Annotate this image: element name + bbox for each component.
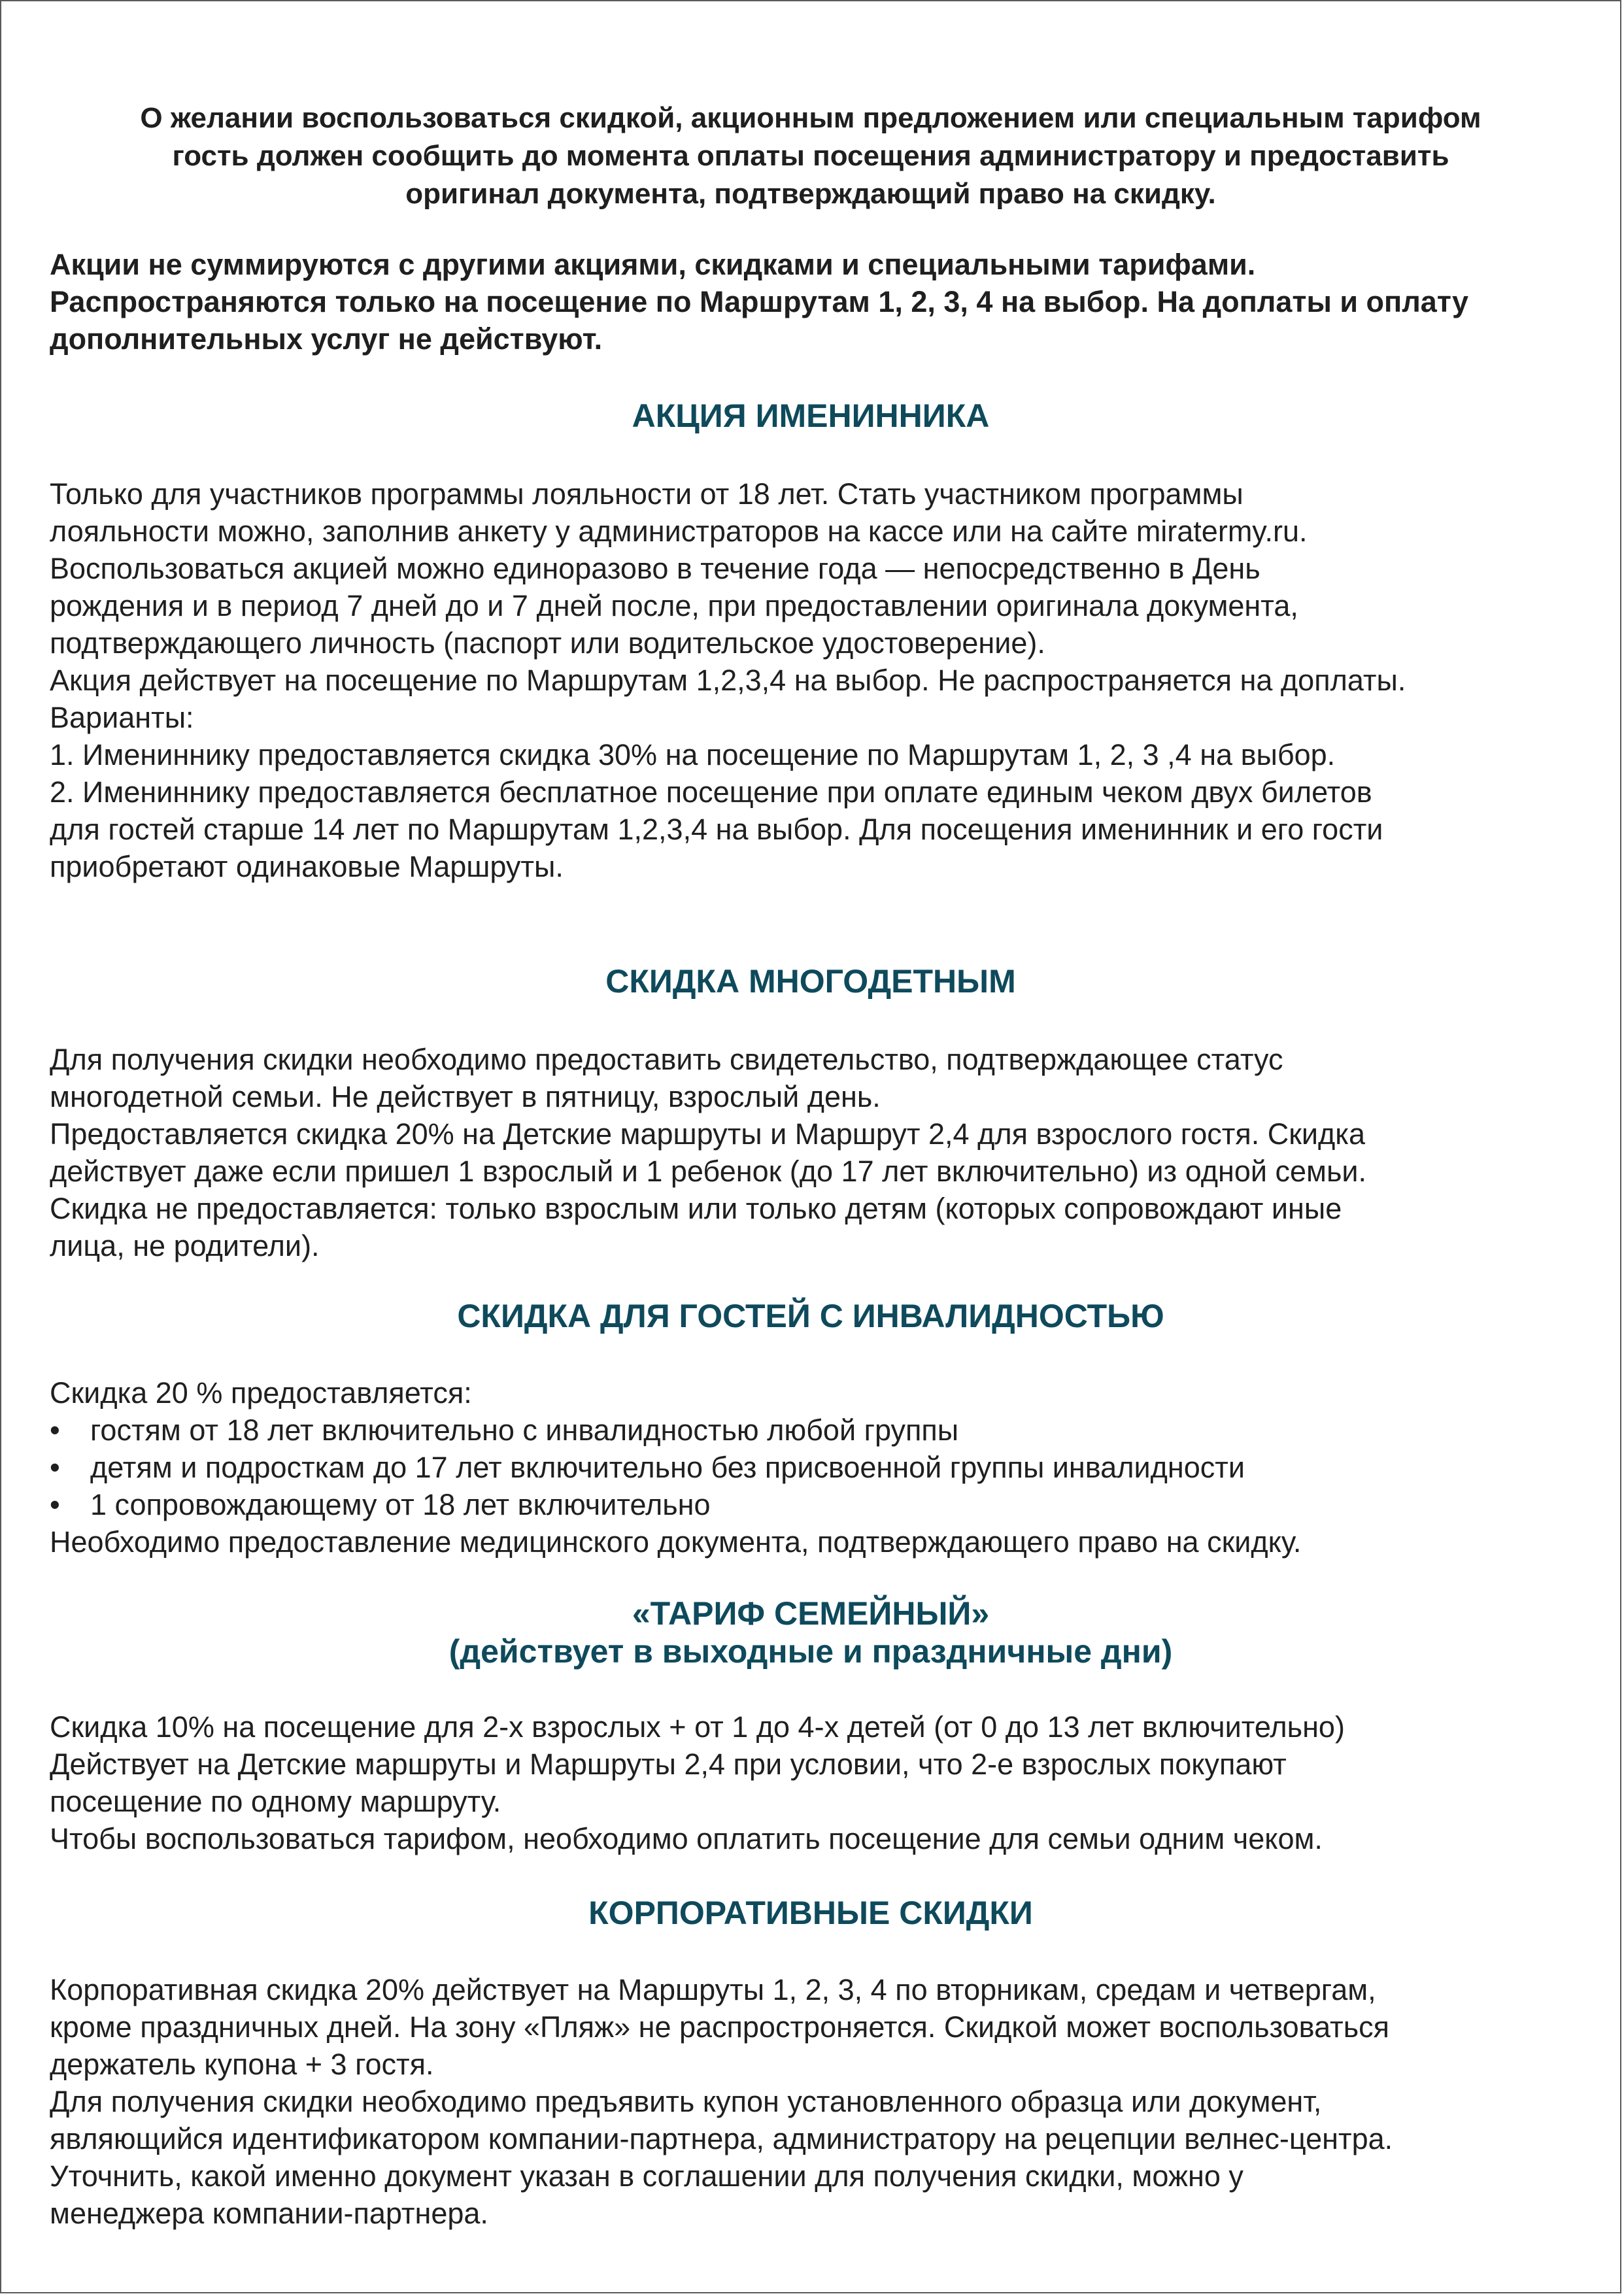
birthday-section (50, 397, 1572, 885)
large-family-line: Для получения скидки необходимо предоставить свидетельство, подтверждающее статус (50, 1043, 1283, 1076)
birthday-line: подтверждающего личность (паспорт или водительское удостоверение). (50, 626, 1045, 660)
document-content (50, 99, 1572, 2232)
birthday-line: 1. Имениннику предоставляется скидка 30% на посещение по Маршрутам 1, 2, 3 ,4 на выбор. (50, 738, 1336, 771)
bullet-icon: • (50, 1488, 60, 1521)
intro-line: гость должен сообщить до момента оплаты посещения администратору и предоставить (172, 140, 1449, 172)
corporate-section (50, 1894, 1572, 2232)
corporate-line: кроме праздничных дней. На зону «Пляж» не распростроняется. Скидкой может воспользоваться (50, 2010, 1390, 2044)
large-family-line: многодетной семьи. Не действует в пятницу, взрослый день. (50, 1080, 881, 1113)
large-family-line: Предоставляется скидка 20% на Детские маршруты и Маршрут 2,4 для взрослого гостя. Скидка (50, 1117, 1366, 1151)
list-item-text: 1 сопровождающему от 18 лет включительно (90, 1488, 711, 1521)
birthday-line: лояльности можно, заполнив анкету у администраторов на кассе или на сайте miratermy.ru. (50, 515, 1308, 548)
disability-tail: Необходимо предоставление медицинского документа, подтверждающего право на скидку. (50, 1525, 1302, 1559)
corporate-title: КОРПОРАТИВНЫЕ СКИДКИ (588, 1895, 1033, 1931)
large-family-line: действует даже если пришел 1 взрослый и 1 ребенок (до 17 лет включительно) из одной семьи. (50, 1155, 1367, 1188)
large-family-section (50, 962, 1572, 1264)
intro-line: оригинал документа, подтверждающий право на скидку. (405, 178, 1216, 210)
birthday-line: 2. Имениннику предоставляется бесплатное посещение при оплате единым чеком двух билетов (50, 775, 1372, 809)
disability-lead: Скидка 20 % предоставляется: (50, 1376, 472, 1410)
disability-section (50, 1297, 1572, 1561)
family-tariff-line: Скидка 10% на посещение для 2-х взрослых + от 1 до 4-х детей (от 0 до 13 лет включительно) (50, 1710, 1345, 1744)
intro-block (50, 99, 1572, 213)
large-family-line: Скидка не предоставляется: только взрослым или только детям (которых сопровождают иные (50, 1192, 1342, 1225)
birthday-line: рождения и в период 7 дней до и 7 дней после, при предоставлении оригинала документа, (50, 589, 1298, 622)
birthday-line: Варианты: (50, 701, 194, 734)
birthday-line: Воспользоваться акцией можно единоразово в течение года — непосредственно в День (50, 552, 1260, 585)
list-item (50, 1449, 1572, 1486)
bullet-icon: • (50, 1413, 60, 1447)
intro-line: О желании воспользоваться скидкой, акционным предложением или специальным тарифом (140, 102, 1481, 134)
large-family-title: СКИДКА МНОГОДЕТНЫМ (605, 963, 1016, 1000)
list-item-text: детям и подросткам до 17 лет включительно без присвоенной группы инвалидности (90, 1451, 1245, 1484)
corporate-line: Для получения скидки необходимо предъявить купон установленного образца или документ, (50, 2085, 1322, 2118)
birthday-line: для гостей старше 14 лет по Маршрутам 1,2,3,4 на выбор. Для посещения именинник и его гости (50, 813, 1383, 846)
corporate-line: Корпоративная скидка 20% действует на Маршруты 1, 2, 3, 4 по вторникам, средам и четвергам, (50, 1973, 1376, 2006)
corporate-line: являющийся идентификатором компании-партнера, администратору на рецепции велнес-центра. (50, 2122, 1393, 2155)
general-line: Распространяются только на посещение по Маршрутам 1, 2, 3, 4 на выбор. На доплаты и оплату (50, 285, 1469, 318)
birthday-line: Акция действует на посещение по Маршрутам 1,2,3,4 на выбор. Не распространяется на доплаты. (50, 664, 1406, 697)
general-line: дополнительных услуг не действуют. (50, 322, 603, 356)
list-item (50, 1411, 1572, 1449)
family-tariff-line: Чтобы воспользоваться тарифом, необходимо оплатить посещение для семьи одним чеком. (50, 1822, 1323, 1855)
disability-title: СКИДКА ДЛЯ ГОСТЕЙ С ИНВАЛИДНОСТЬЮ (457, 1298, 1164, 1334)
general-line: Акции не суммируются с другими акциями, скидками и специальными тарифами. (50, 248, 1256, 281)
list-item (50, 1486, 1572, 1523)
birthday-title: АКЦИЯ ИМЕНИННИКА (632, 397, 990, 434)
family-tariff-title: «ТАРИФ СЕМЕЙНЫЙ» (632, 1595, 990, 1632)
list-item-text: гостям от 18 лет включительно с инвалидностью любой группы (90, 1413, 959, 1447)
corporate-line: держатель купона + 3 гостя. (50, 2048, 434, 2081)
family-tariff-section (50, 1595, 1572, 1857)
corporate-line: менеджера компании-партнера. (50, 2197, 488, 2230)
large-family-line: лица, не родители). (50, 1229, 320, 1262)
family-tariff-line: Действует на Детские маршруты и Маршруты 2,4 при условии, что 2-е взрослых покупают (50, 1747, 1287, 1781)
birthday-line: приобретают одинаковые Маршруты. (50, 850, 564, 883)
bullet-icon: • (50, 1451, 60, 1484)
birthday-line: Только для участников программы лояльности от 18 лет. Стать участником программы (50, 477, 1243, 511)
family-tariff-subtitle: (действует в выходные и праздничные дни) (448, 1633, 1173, 1670)
general-terms (50, 246, 1572, 358)
family-tariff-line: посещение по одному маршруту. (50, 1785, 501, 1818)
corporate-line: Уточнить, какой именно документ указан в соглашении для получения скидки, можно у (50, 2159, 1243, 2193)
